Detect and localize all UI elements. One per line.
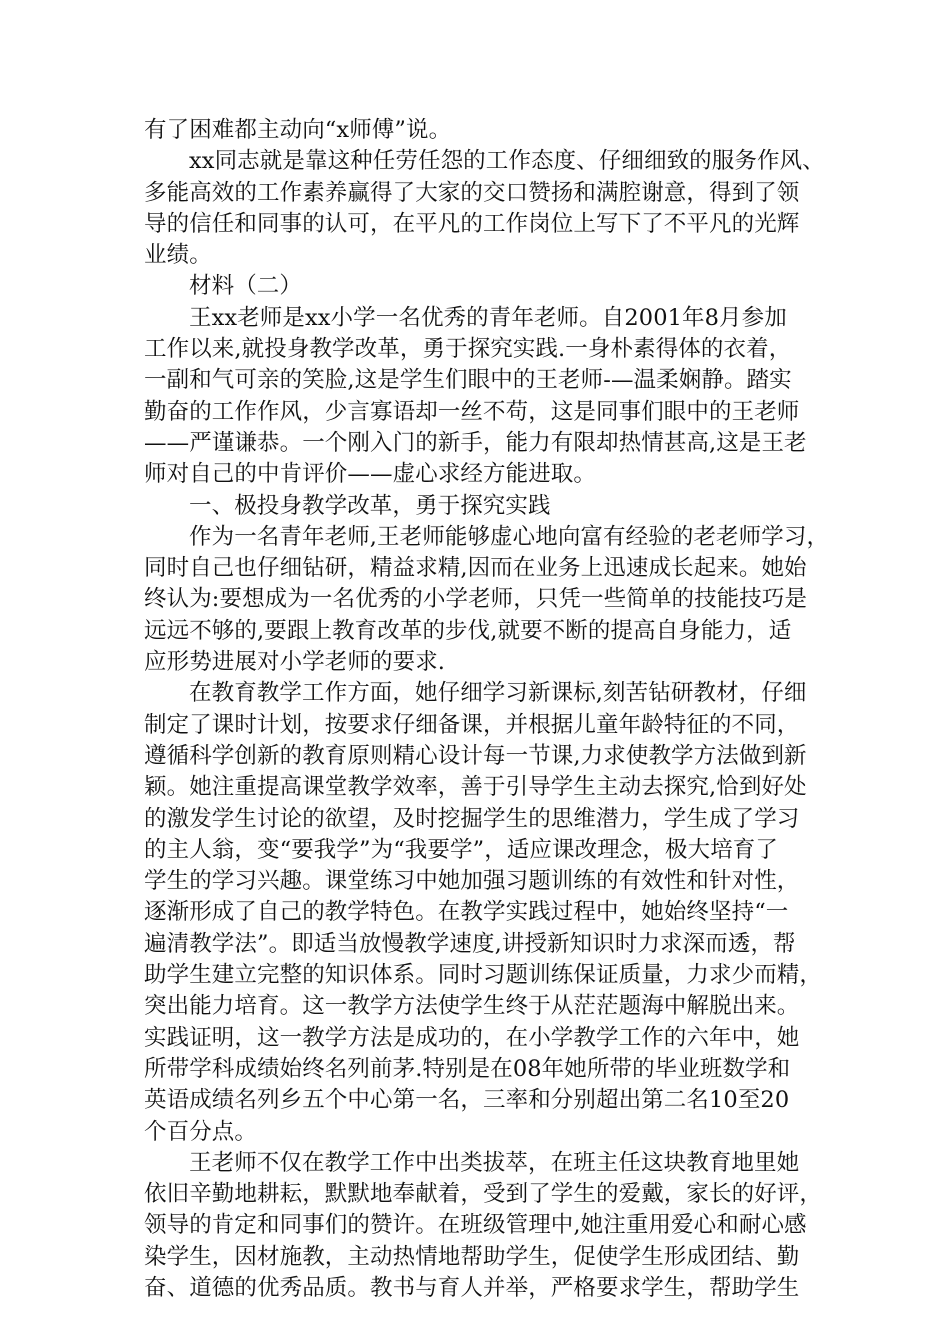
document-body — [144, 115, 832, 1304]
text-line: 材料（二） — [189, 273, 303, 300]
text-line: 助学生建立完整的知识体系。同时习题训练保证质量，力求少而精， — [144, 962, 823, 989]
text-line: 领导的肯定和同事们的赞许。在班级管理中,她注重用爱心和耐心感 — [144, 1212, 807, 1239]
text-line: 一、极投身教学改革，勇于探究实践 — [189, 492, 551, 519]
text-line: 远远不够的,要跟上教育改革的步伐,就要不断的提高自身能力，适 — [144, 617, 792, 644]
text-line: 奋、道德的优秀品质。教书与育人并举，严格要求学生，帮助学生 — [144, 1274, 800, 1301]
text-line: xx同志就是靠这种任劳任怨的工作态度、仔细细致的服务作风、 — [189, 148, 825, 175]
text-line: 制定了课时计划，按要求仔细备课，并根据儿童年龄特征的不同， — [144, 711, 800, 738]
text-line: 英语成绩名列乡五个中心第一名，三率和分别超出第二名10至20 — [144, 1087, 790, 1114]
text-line: 工作以来,就投身教学改革，勇于探究实践.一身朴素得体的衣着， — [144, 336, 792, 363]
text-line: 作为一名青年老师,王老师能够虚心地向富有经验的老老师学习， — [189, 523, 830, 550]
text-line: 师对自己的中肯评价——虚心求经方能进取。 — [144, 461, 597, 488]
text-line: 依旧辛勤地耕耘，默默地奉献着，受到了学生的爱戴，家长的好评， — [144, 1181, 823, 1208]
text-line: 染学生，因材施教，主动热情地帮助学生，促使学生形成团结、勤 — [144, 1243, 800, 1270]
text-line: 王xx老师是xx小学一名优秀的青年老师。自2001年8月参加 — [189, 304, 787, 331]
text-line: 多能高效的工作素养赢得了大家的交口赞扬和满腔谢意，得到了领 — [144, 179, 800, 206]
text-line: 的激发学生讨论的欲望，及时挖掘学生的思维潜力，学生成了学习 — [144, 805, 800, 832]
text-line: 遍清教学法”。即适当放慢教学速度,讲授新知识时力求深而透，帮 — [144, 930, 796, 957]
text-line: 个百分点。 — [144, 1118, 258, 1145]
text-line: 业绩。 — [144, 242, 212, 269]
text-line: 颖。她注重提高课堂教学效率，善于引导学生主动去探究,恰到好处 — [144, 774, 807, 801]
text-line: 学生的学习兴趣。课堂练习中她加强习题训练的有效性和针对性， — [144, 868, 800, 895]
text-line: 所带学科成绩始终名列前茅.特别是在08年她所带的毕业班数学和 — [144, 1055, 791, 1082]
text-line: 突出能力培育。这一教学方法使学生终于从茫茫题海中解脱出来。 — [144, 993, 800, 1020]
text-line: 导的信任和同事的认可，在平凡的工作岗位上写下了不平凡的光辉 — [144, 210, 800, 237]
text-line: 的主人翁，变“要我学”为“我要学”，适应课改理念，极大培育了 — [144, 836, 779, 863]
text-line: 勤奋的工作作风，少言寡语却一丝不苟，这是同事们眼中的王老师 — [144, 398, 800, 425]
text-line: 遵循科学创新的教育原则精心设计每一节课,力求使教学方法做到新 — [144, 742, 807, 769]
text-line: 同时自己也仔细钻研，精益求精,因而在业务上迅速成长起来。她始 — [144, 555, 807, 582]
text-line: ——严谨谦恭。一个刚入门的新手，能力有限却热情甚高,这是王老 — [144, 429, 807, 456]
text-line: 终认为:要想成为一名优秀的小学老师，只凭一些简单的技能技巧是 — [144, 586, 808, 613]
text-line: 一副和气可亲的笑脸,这是学生们眼中的王老师-—温柔娴静。踏实 — [144, 367, 792, 394]
text-line: 应形势进展对小学老师的要求. — [144, 649, 446, 676]
text-line: 实践证明，这一教学方法是成功的，在小学教学工作的六年中，她 — [144, 1024, 800, 1051]
text-line: 有了困难都主动向“x师傅”说。 — [144, 117, 452, 143]
text-line: 在教育教学工作方面，她仔细学习新课标,刻苦钻研教材，仔细 — [189, 680, 807, 707]
text-line: 王老师不仅在教学工作中出类拔萃，在班主任这块教育地里她 — [189, 1149, 800, 1176]
text-line: 逐渐形成了自己的教学特色。在教学实践过程中，她始终坚持“一 — [144, 899, 789, 926]
